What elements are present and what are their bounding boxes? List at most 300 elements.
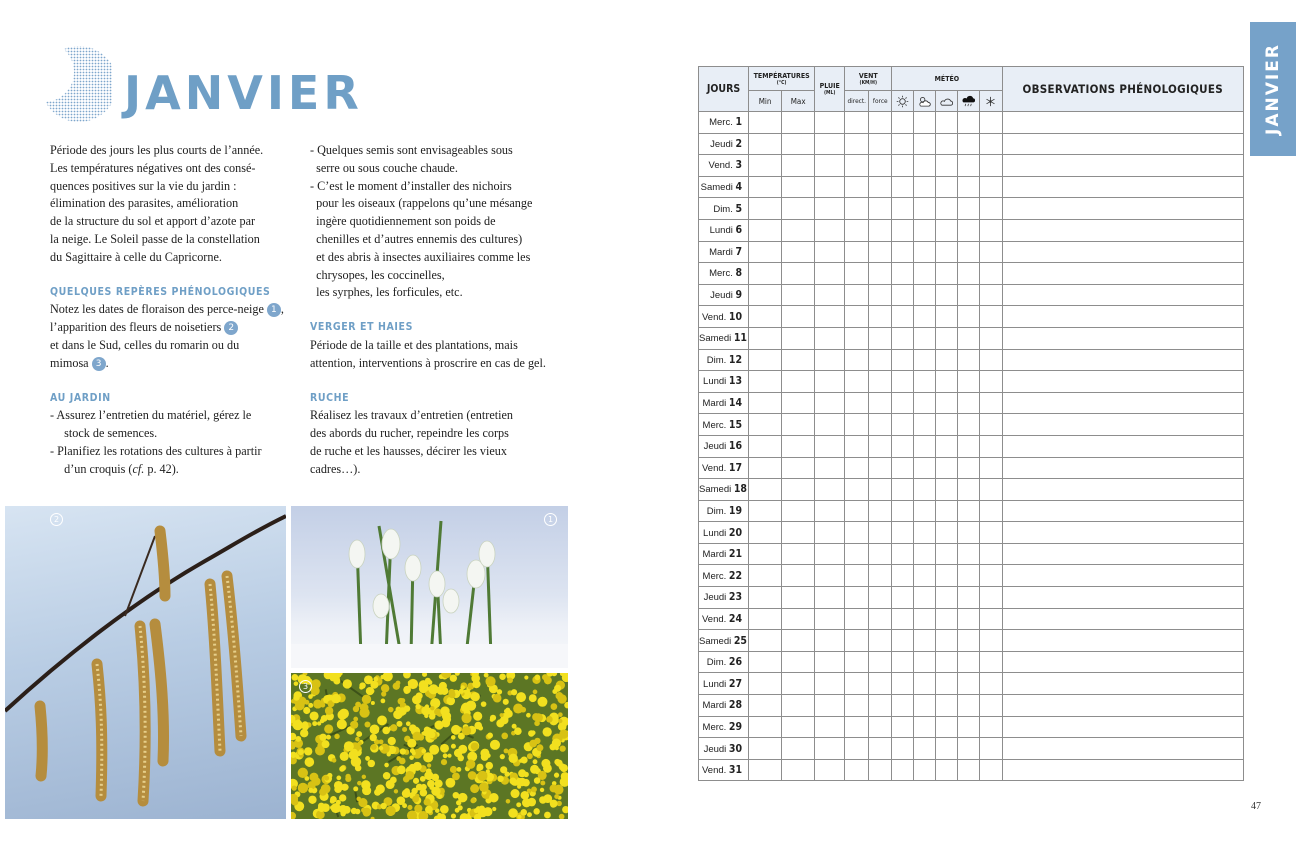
sun-cell[interactable] [892, 587, 914, 609]
sun-cell[interactable] [892, 371, 914, 393]
max-cell[interactable] [782, 522, 815, 544]
max-cell[interactable] [782, 500, 815, 522]
rain-cell[interactable] [958, 673, 980, 695]
observation-cell[interactable] [1002, 349, 1243, 371]
force-cell[interactable] [869, 716, 892, 738]
max-cell[interactable] [782, 759, 815, 781]
snow-cell[interactable] [980, 263, 1002, 285]
max-cell[interactable] [782, 587, 815, 609]
sun-cell[interactable] [892, 392, 914, 414]
rain-cell[interactable] [958, 500, 980, 522]
min-cell[interactable] [749, 306, 782, 328]
force-cell[interactable] [869, 479, 892, 501]
snow-cell[interactable] [980, 112, 1002, 134]
pluie-cell[interactable] [815, 219, 845, 241]
direction-cell[interactable] [845, 241, 869, 263]
min-cell[interactable] [749, 371, 782, 393]
rain-cell[interactable] [958, 414, 980, 436]
sun-cloud-cell[interactable] [914, 522, 936, 544]
pluie-cell[interactable] [815, 263, 845, 285]
sun-cloud-cell[interactable] [914, 349, 936, 371]
snow-cell[interactable] [980, 500, 1002, 522]
force-cell[interactable] [869, 306, 892, 328]
max-cell[interactable] [782, 414, 815, 436]
force-cell[interactable] [869, 284, 892, 306]
min-cell[interactable] [749, 630, 782, 652]
observation-cell[interactable] [1002, 133, 1243, 155]
sun-cloud-cell[interactable] [914, 284, 936, 306]
max-cell[interactable] [782, 327, 815, 349]
max-cell[interactable] [782, 716, 815, 738]
pluie-cell[interactable] [815, 241, 845, 263]
max-cell[interactable] [782, 738, 815, 760]
sun-cloud-cell[interactable] [914, 112, 936, 134]
direction-cell[interactable] [845, 198, 869, 220]
sun-cloud-cell[interactable] [914, 565, 936, 587]
sun-cell[interactable] [892, 133, 914, 155]
observation-cell[interactable] [1002, 457, 1243, 479]
pluie-cell[interactable] [815, 716, 845, 738]
observation-cell[interactable] [1002, 241, 1243, 263]
sun-cell[interactable] [892, 608, 914, 630]
sun-cell[interactable] [892, 630, 914, 652]
cloud-cell[interactable] [936, 349, 958, 371]
cloud-cell[interactable] [936, 479, 958, 501]
rain-cell[interactable] [958, 630, 980, 652]
cloud-cell[interactable] [936, 543, 958, 565]
cloud-cell[interactable] [936, 587, 958, 609]
cloud-cell[interactable] [936, 284, 958, 306]
snow-cell[interactable] [980, 587, 1002, 609]
rain-cell[interactable] [958, 176, 980, 198]
sun-cloud-cell[interactable] [914, 435, 936, 457]
min-cell[interactable] [749, 759, 782, 781]
max-cell[interactable] [782, 651, 815, 673]
rain-cell[interactable] [958, 155, 980, 177]
rain-cell[interactable] [958, 112, 980, 134]
direction-cell[interactable] [845, 565, 869, 587]
observation-cell[interactable] [1002, 522, 1243, 544]
observation-cell[interactable] [1002, 263, 1243, 285]
force-cell[interactable] [869, 155, 892, 177]
force-cell[interactable] [869, 522, 892, 544]
snow-cell[interactable] [980, 241, 1002, 263]
cloud-cell[interactable] [936, 435, 958, 457]
force-cell[interactable] [869, 112, 892, 134]
min-cell[interactable] [749, 112, 782, 134]
sun-cell[interactable] [892, 435, 914, 457]
direction-cell[interactable] [845, 284, 869, 306]
sun-cell[interactable] [892, 414, 914, 436]
pluie-cell[interactable] [815, 608, 845, 630]
cloud-cell[interactable] [936, 738, 958, 760]
rain-cell[interactable] [958, 608, 980, 630]
observation-cell[interactable] [1002, 608, 1243, 630]
pluie-cell[interactable] [815, 414, 845, 436]
observation-cell[interactable] [1002, 306, 1243, 328]
sun-cell[interactable] [892, 479, 914, 501]
force-cell[interactable] [869, 414, 892, 436]
pluie-cell[interactable] [815, 435, 845, 457]
min-cell[interactable] [749, 349, 782, 371]
force-cell[interactable] [869, 392, 892, 414]
sun-cloud-cell[interactable] [914, 500, 936, 522]
cloud-cell[interactable] [936, 198, 958, 220]
observation-cell[interactable] [1002, 479, 1243, 501]
pluie-cell[interactable] [815, 371, 845, 393]
direction-cell[interactable] [845, 543, 869, 565]
sun-cloud-cell[interactable] [914, 543, 936, 565]
max-cell[interactable] [782, 176, 815, 198]
observation-cell[interactable] [1002, 651, 1243, 673]
max-cell[interactable] [782, 263, 815, 285]
max-cell[interactable] [782, 133, 815, 155]
max-cell[interactable] [782, 673, 815, 695]
min-cell[interactable] [749, 284, 782, 306]
sun-cloud-cell[interactable] [914, 608, 936, 630]
direction-cell[interactable] [845, 608, 869, 630]
sun-cell[interactable] [892, 651, 914, 673]
sun-cloud-cell[interactable] [914, 695, 936, 717]
pluie-cell[interactable] [815, 349, 845, 371]
sun-cell[interactable] [892, 738, 914, 760]
rain-cell[interactable] [958, 371, 980, 393]
rain-cell[interactable] [958, 392, 980, 414]
rain-cell[interactable] [958, 565, 980, 587]
direction-cell[interactable] [845, 479, 869, 501]
cloud-cell[interactable] [936, 695, 958, 717]
min-cell[interactable] [749, 565, 782, 587]
force-cell[interactable] [869, 738, 892, 760]
sun-cloud-cell[interactable] [914, 371, 936, 393]
max-cell[interactable] [782, 284, 815, 306]
sun-cloud-cell[interactable] [914, 414, 936, 436]
cloud-cell[interactable] [936, 565, 958, 587]
direction-cell[interactable] [845, 155, 869, 177]
rain-cell[interactable] [958, 738, 980, 760]
direction-cell[interactable] [845, 133, 869, 155]
force-cell[interactable] [869, 587, 892, 609]
sun-cell[interactable] [892, 565, 914, 587]
max-cell[interactable] [782, 371, 815, 393]
pluie-cell[interactable] [815, 651, 845, 673]
snow-cell[interactable] [980, 349, 1002, 371]
max-cell[interactable] [782, 543, 815, 565]
min-cell[interactable] [749, 155, 782, 177]
min-cell[interactable] [749, 695, 782, 717]
max-cell[interactable] [782, 479, 815, 501]
force-cell[interactable] [869, 176, 892, 198]
direction-cell[interactable] [845, 759, 869, 781]
observation-cell[interactable] [1002, 716, 1243, 738]
force-cell[interactable] [869, 457, 892, 479]
pluie-cell[interactable] [815, 565, 845, 587]
sun-cloud-cell[interactable] [914, 651, 936, 673]
sun-cloud-cell[interactable] [914, 738, 936, 760]
sun-cell[interactable] [892, 695, 914, 717]
snow-cell[interactable] [980, 738, 1002, 760]
sun-cell[interactable] [892, 155, 914, 177]
observation-cell[interactable] [1002, 155, 1243, 177]
force-cell[interactable] [869, 349, 892, 371]
pluie-cell[interactable] [815, 306, 845, 328]
sun-cell[interactable] [892, 263, 914, 285]
snow-cell[interactable] [980, 759, 1002, 781]
pluie-cell[interactable] [815, 500, 845, 522]
sun-cell[interactable] [892, 327, 914, 349]
max-cell[interactable] [782, 155, 815, 177]
snow-cell[interactable] [980, 651, 1002, 673]
sun-cell[interactable] [892, 306, 914, 328]
snow-cell[interactable] [980, 457, 1002, 479]
max-cell[interactable] [782, 565, 815, 587]
sun-cell[interactable] [892, 176, 914, 198]
cloud-cell[interactable] [936, 716, 958, 738]
direction-cell[interactable] [845, 630, 869, 652]
cloud-cell[interactable] [936, 263, 958, 285]
rain-cell[interactable] [958, 587, 980, 609]
pluie-cell[interactable] [815, 133, 845, 155]
min-cell[interactable] [749, 414, 782, 436]
observation-cell[interactable] [1002, 112, 1243, 134]
pluie-cell[interactable] [815, 673, 845, 695]
rain-cell[interactable] [958, 327, 980, 349]
snow-cell[interactable] [980, 435, 1002, 457]
observation-cell[interactable] [1002, 176, 1243, 198]
force-cell[interactable] [869, 435, 892, 457]
max-cell[interactable] [782, 392, 815, 414]
rain-cell[interactable] [958, 435, 980, 457]
direction-cell[interactable] [845, 457, 869, 479]
cloud-cell[interactable] [936, 630, 958, 652]
min-cell[interactable] [749, 327, 782, 349]
sun-cloud-cell[interactable] [914, 176, 936, 198]
pluie-cell[interactable] [815, 543, 845, 565]
sun-cell[interactable] [892, 543, 914, 565]
sun-cloud-cell[interactable] [914, 587, 936, 609]
force-cell[interactable] [869, 263, 892, 285]
snow-cell[interactable] [980, 608, 1002, 630]
pluie-cell[interactable] [815, 198, 845, 220]
min-cell[interactable] [749, 176, 782, 198]
sun-cloud-cell[interactable] [914, 241, 936, 263]
direction-cell[interactable] [845, 392, 869, 414]
snow-cell[interactable] [980, 479, 1002, 501]
max-cell[interactable] [782, 112, 815, 134]
min-cell[interactable] [749, 522, 782, 544]
sun-cloud-cell[interactable] [914, 327, 936, 349]
direction-cell[interactable] [845, 716, 869, 738]
cloud-cell[interactable] [936, 219, 958, 241]
direction-cell[interactable] [845, 695, 869, 717]
cloud-cell[interactable] [936, 500, 958, 522]
observation-cell[interactable] [1002, 327, 1243, 349]
sun-cloud-cell[interactable] [914, 155, 936, 177]
cloud-cell[interactable] [936, 327, 958, 349]
sun-cell[interactable] [892, 349, 914, 371]
direction-cell[interactable] [845, 306, 869, 328]
max-cell[interactable] [782, 695, 815, 717]
pluie-cell[interactable] [815, 284, 845, 306]
force-cell[interactable] [869, 673, 892, 695]
rain-cell[interactable] [958, 759, 980, 781]
direction-cell[interactable] [845, 327, 869, 349]
pluie-cell[interactable] [815, 522, 845, 544]
force-cell[interactable] [869, 630, 892, 652]
rain-cell[interactable] [958, 479, 980, 501]
max-cell[interactable] [782, 630, 815, 652]
pluie-cell[interactable] [815, 587, 845, 609]
min-cell[interactable] [749, 219, 782, 241]
rain-cell[interactable] [958, 457, 980, 479]
snow-cell[interactable] [980, 543, 1002, 565]
max-cell[interactable] [782, 457, 815, 479]
force-cell[interactable] [869, 695, 892, 717]
snow-cell[interactable] [980, 414, 1002, 436]
pluie-cell[interactable] [815, 176, 845, 198]
observation-cell[interactable] [1002, 284, 1243, 306]
min-cell[interactable] [749, 457, 782, 479]
min-cell[interactable] [749, 263, 782, 285]
pluie-cell[interactable] [815, 695, 845, 717]
rain-cell[interactable] [958, 133, 980, 155]
snow-cell[interactable] [980, 716, 1002, 738]
observation-cell[interactable] [1002, 414, 1243, 436]
sun-cell[interactable] [892, 198, 914, 220]
min-cell[interactable] [749, 435, 782, 457]
force-cell[interactable] [869, 608, 892, 630]
rain-cell[interactable] [958, 522, 980, 544]
direction-cell[interactable] [845, 500, 869, 522]
cloud-cell[interactable] [936, 176, 958, 198]
observation-cell[interactable] [1002, 673, 1243, 695]
rain-cell[interactable] [958, 306, 980, 328]
observation-cell[interactable] [1002, 198, 1243, 220]
direction-cell[interactable] [845, 522, 869, 544]
rain-cell[interactable] [958, 219, 980, 241]
direction-cell[interactable] [845, 176, 869, 198]
force-cell[interactable] [869, 219, 892, 241]
sun-cell[interactable] [892, 759, 914, 781]
snow-cell[interactable] [980, 392, 1002, 414]
force-cell[interactable] [869, 327, 892, 349]
observation-cell[interactable] [1002, 543, 1243, 565]
cloud-cell[interactable] [936, 651, 958, 673]
direction-cell[interactable] [845, 651, 869, 673]
cloud-cell[interactable] [936, 673, 958, 695]
min-cell[interactable] [749, 500, 782, 522]
direction-cell[interactable] [845, 371, 869, 393]
cloud-cell[interactable] [936, 306, 958, 328]
observation-cell[interactable] [1002, 435, 1243, 457]
direction-cell[interactable] [845, 587, 869, 609]
pluie-cell[interactable] [815, 112, 845, 134]
sun-cloud-cell[interactable] [914, 479, 936, 501]
observation-cell[interactable] [1002, 695, 1243, 717]
cloud-cell[interactable] [936, 522, 958, 544]
snow-cell[interactable] [980, 630, 1002, 652]
sun-cell[interactable] [892, 716, 914, 738]
max-cell[interactable] [782, 241, 815, 263]
pluie-cell[interactable] [815, 392, 845, 414]
observation-cell[interactable] [1002, 587, 1243, 609]
sun-cell[interactable] [892, 673, 914, 695]
snow-cell[interactable] [980, 176, 1002, 198]
cloud-cell[interactable] [936, 414, 958, 436]
snow-cell[interactable] [980, 198, 1002, 220]
snow-cell[interactable] [980, 219, 1002, 241]
observation-cell[interactable] [1002, 392, 1243, 414]
sun-cloud-cell[interactable] [914, 673, 936, 695]
cloud-cell[interactable] [936, 112, 958, 134]
rain-cell[interactable] [958, 651, 980, 673]
cloud-cell[interactable] [936, 457, 958, 479]
sun-cloud-cell[interactable] [914, 306, 936, 328]
pluie-cell[interactable] [815, 457, 845, 479]
snow-cell[interactable] [980, 327, 1002, 349]
direction-cell[interactable] [845, 414, 869, 436]
cloud-cell[interactable] [936, 371, 958, 393]
sun-cell[interactable] [892, 241, 914, 263]
sun-cloud-cell[interactable] [914, 392, 936, 414]
force-cell[interactable] [869, 133, 892, 155]
observation-cell[interactable] [1002, 371, 1243, 393]
direction-cell[interactable] [845, 349, 869, 371]
pluie-cell[interactable] [815, 479, 845, 501]
observation-cell[interactable] [1002, 738, 1243, 760]
sun-cloud-cell[interactable] [914, 263, 936, 285]
rain-cell[interactable] [958, 695, 980, 717]
min-cell[interactable] [749, 133, 782, 155]
max-cell[interactable] [782, 198, 815, 220]
cloud-cell[interactable] [936, 155, 958, 177]
direction-cell[interactable] [845, 673, 869, 695]
observation-cell[interactable] [1002, 630, 1243, 652]
min-cell[interactable] [749, 198, 782, 220]
observation-cell[interactable] [1002, 759, 1243, 781]
rain-cell[interactable] [958, 543, 980, 565]
snow-cell[interactable] [980, 673, 1002, 695]
min-cell[interactable] [749, 608, 782, 630]
snow-cell[interactable] [980, 306, 1002, 328]
max-cell[interactable] [782, 608, 815, 630]
rain-cell[interactable] [958, 349, 980, 371]
snow-cell[interactable] [980, 133, 1002, 155]
pluie-cell[interactable] [815, 327, 845, 349]
max-cell[interactable] [782, 349, 815, 371]
force-cell[interactable] [869, 198, 892, 220]
force-cell[interactable] [869, 759, 892, 781]
sun-cloud-cell[interactable] [914, 219, 936, 241]
force-cell[interactable] [869, 543, 892, 565]
min-cell[interactable] [749, 479, 782, 501]
snow-cell[interactable] [980, 284, 1002, 306]
cloud-cell[interactable] [936, 241, 958, 263]
force-cell[interactable] [869, 371, 892, 393]
direction-cell[interactable] [845, 738, 869, 760]
pluie-cell[interactable] [815, 759, 845, 781]
sun-cell[interactable] [892, 219, 914, 241]
rain-cell[interactable] [958, 716, 980, 738]
cloud-cell[interactable] [936, 759, 958, 781]
sun-cloud-cell[interactable] [914, 630, 936, 652]
cloud-cell[interactable] [936, 392, 958, 414]
force-cell[interactable] [869, 651, 892, 673]
pluie-cell[interactable] [815, 155, 845, 177]
force-cell[interactable] [869, 241, 892, 263]
min-cell[interactable] [749, 392, 782, 414]
max-cell[interactable] [782, 306, 815, 328]
